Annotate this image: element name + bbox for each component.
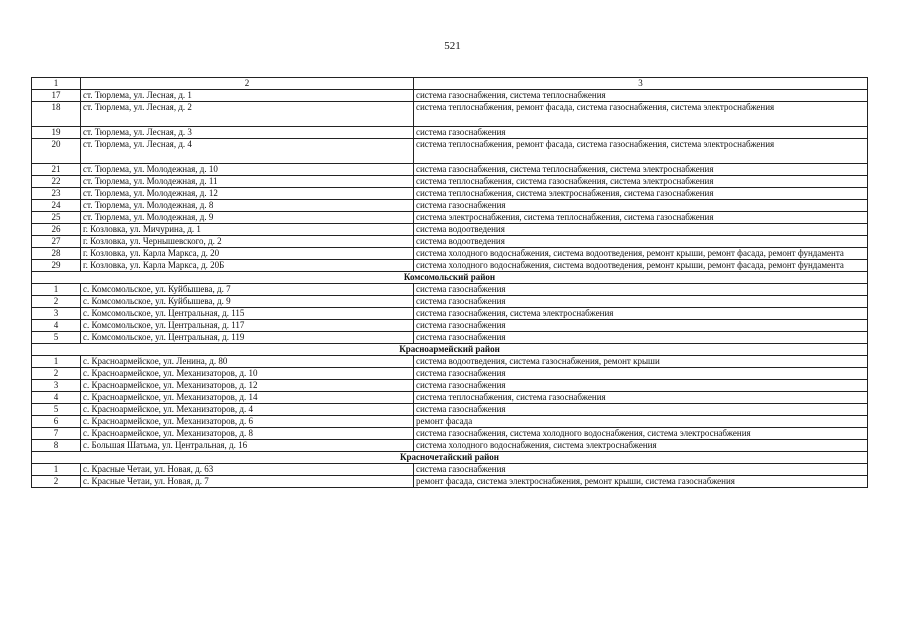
row-address: ст. Тюрлема, ул. Лесная, д. 4 — [81, 139, 414, 164]
row-number: 25 — [32, 212, 81, 224]
row-number: 6 — [32, 416, 81, 428]
row-address: ст. Тюрлема, ул. Лесная, д. 2 — [81, 102, 414, 127]
row-works: система теплоснабжения, система газоснабжения, система электроснабжения — [414, 176, 868, 188]
table-row — [32, 392, 868, 404]
row-number: 1 — [32, 356, 81, 368]
table-row — [32, 320, 868, 332]
row-number: 28 — [32, 248, 81, 260]
row-number: 24 — [32, 200, 81, 212]
row-number: 19 — [32, 127, 81, 139]
row-number: 2 — [32, 296, 81, 308]
row-works: система газоснабжения, система холодного водоснабжения, система электроснабжения — [414, 428, 868, 440]
row-works: ремонт фасада — [414, 416, 868, 428]
row-works: система газоснабжения — [414, 404, 868, 416]
row-number: 2 — [32, 368, 81, 380]
section-title: Красночетайский район — [32, 452, 868, 464]
row-number: 3 — [32, 308, 81, 320]
works-table — [31, 77, 868, 488]
table-row — [32, 260, 868, 272]
row-works: система газоснабжения, система теплоснабжения — [414, 90, 868, 102]
section-row — [32, 344, 868, 356]
row-address: с. Комсомольское, ул. Центральная, д. 119 — [81, 332, 414, 344]
header-col-works: 3 — [414, 78, 868, 90]
row-address: с. Комсомольское, ул. Центральная, д. 117 — [81, 320, 414, 332]
header-col-address: 2 — [81, 78, 414, 90]
table-row — [32, 284, 868, 296]
row-works: система газоснабжения — [414, 332, 868, 344]
row-address: г. Козловка, ул. Карла Маркса, д. 20 — [81, 248, 414, 260]
table-row — [32, 428, 868, 440]
row-number: 5 — [32, 332, 81, 344]
table-row — [32, 200, 868, 212]
row-address: ст. Тюрлема, ул. Лесная, д. 3 — [81, 127, 414, 139]
header-row — [32, 78, 868, 90]
row-works: система газоснабжения — [414, 464, 868, 476]
row-works: система газоснабжения — [414, 320, 868, 332]
row-works: система газоснабжения, система теплоснабжения, система электроснабжения — [414, 164, 868, 176]
row-works: система газоснабжения — [414, 284, 868, 296]
row-address: с. Красноармейское, ул. Механизаторов, д. 6 — [81, 416, 414, 428]
row-works: система газоснабжения — [414, 200, 868, 212]
row-number: 29 — [32, 260, 81, 272]
table-row — [32, 127, 868, 139]
section-row — [32, 452, 868, 464]
row-number: 22 — [32, 176, 81, 188]
row-address: г. Козловка, ул. Мичурина, д. 1 — [81, 224, 414, 236]
row-number: 3 — [32, 380, 81, 392]
row-address: ст. Тюрлема, ул. Молодежная, д. 8 — [81, 200, 414, 212]
table-row — [32, 248, 868, 260]
row-address: г. Козловка, ул. Чернышевского, д. 2 — [81, 236, 414, 248]
table-row — [32, 164, 868, 176]
row-works: система теплоснабжения, ремонт фасада, система газоснабжения, система электроснабжения — [414, 139, 868, 164]
row-address: ст. Тюрлема, ул. Молодежная, д. 10 — [81, 164, 414, 176]
row-address: с. Красноармейское, ул. Механизаторов, д. 4 — [81, 404, 414, 416]
row-address: г. Козловка, ул. Карла Маркса, д. 20Б — [81, 260, 414, 272]
table-row — [32, 308, 868, 320]
row-works: система холодного водоснабжения, система электроснабжения — [414, 440, 868, 452]
row-address: с. Комсомольское, ул. Центральная, д. 115 — [81, 308, 414, 320]
row-address: ст. Тюрлема, ул. Молодежная, д. 12 — [81, 188, 414, 200]
row-address: с. Комсомольское, ул. Куйбышева, д. 7 — [81, 284, 414, 296]
row-number: 1 — [32, 464, 81, 476]
row-address: с. Комсомольское, ул. Куйбышева, д. 9 — [81, 296, 414, 308]
row-works: система газоснабжения — [414, 127, 868, 139]
row-works: система водоотведения — [414, 224, 868, 236]
section-title: Красноармейский район — [32, 344, 868, 356]
row-address: с. Красноармейское, ул. Ленина, д. 80 — [81, 356, 414, 368]
row-number: 17 — [32, 90, 81, 102]
row-number: 2 — [32, 476, 81, 488]
row-number: 7 — [32, 428, 81, 440]
table-row — [32, 224, 868, 236]
table-row — [32, 139, 868, 164]
row-works: система холодного водоснабжения, система водоотведения, ремонт крыши, ремонт фасада, ремонт фундамента — [414, 260, 868, 272]
row-works: система теплоснабжения, ремонт фасада, система газоснабжения, система электроснабжения — [414, 102, 868, 127]
table-row — [32, 476, 868, 488]
row-address: с. Красные Четаи, ул. Новая, д. 7 — [81, 476, 414, 488]
row-number: 20 — [32, 139, 81, 164]
table-row — [32, 368, 868, 380]
row-works: система водоотведения, система газоснабжения, ремонт крыши — [414, 356, 868, 368]
section-title: Комсомольский район — [32, 272, 868, 284]
row-number: 26 — [32, 224, 81, 236]
row-works: ремонт фасада, система электроснабжения, ремонт крыши, система газоснабжения — [414, 476, 868, 488]
row-number: 1 — [32, 284, 81, 296]
row-number: 23 — [32, 188, 81, 200]
row-address: с. Красноармейское, ул. Механизаторов, д. 10 — [81, 368, 414, 380]
row-works: система электроснабжения, система теплоснабжения, система газоснабжения — [414, 212, 868, 224]
table-row — [32, 176, 868, 188]
table-row — [32, 404, 868, 416]
page-number: 521 — [444, 40, 461, 52]
table-row — [32, 236, 868, 248]
section-row — [32, 272, 868, 284]
row-number: 4 — [32, 392, 81, 404]
row-works: система газоснабжения, система электроснабжения — [414, 308, 868, 320]
table-row — [32, 440, 868, 452]
row-number: 21 — [32, 164, 81, 176]
table-row — [32, 212, 868, 224]
table-row — [32, 296, 868, 308]
table-row — [32, 102, 868, 127]
table-row — [32, 332, 868, 344]
table-row — [32, 188, 868, 200]
row-number: 18 — [32, 102, 81, 127]
row-number: 8 — [32, 440, 81, 452]
header-col-number: 1 — [32, 78, 81, 90]
row-number: 27 — [32, 236, 81, 248]
row-number: 5 — [32, 404, 81, 416]
table-row — [32, 464, 868, 476]
row-address: с. Большая Шатьма, ул. Центральная, д. 16 — [81, 440, 414, 452]
row-works: система водоотведения — [414, 236, 868, 248]
row-address: ст. Тюрлема, ул. Лесная, д. 1 — [81, 90, 414, 102]
row-works: система газоснабжения — [414, 368, 868, 380]
row-address: с. Красноармейское, ул. Механизаторов, д. 8 — [81, 428, 414, 440]
row-works: система холодного водоснабжения, система водоотведения, ремонт крыши, ремонт фасада, ремонт фундамента — [414, 248, 868, 260]
row-address: ст. Тюрлема, ул. Молодежная, д. 11 — [81, 176, 414, 188]
row-number: 4 — [32, 320, 81, 332]
row-address: ст. Тюрлема, ул. Молодежная, д. 9 — [81, 212, 414, 224]
row-works: система газоснабжения — [414, 296, 868, 308]
row-address: с. Красные Четаи, ул. Новая, д. 63 — [81, 464, 414, 476]
row-works: система теплоснабжения, система газоснабжения — [414, 392, 868, 404]
table-row — [32, 90, 868, 102]
table-row — [32, 380, 868, 392]
table-row — [32, 416, 868, 428]
table-row — [32, 356, 868, 368]
row-works: система теплоснабжения, система электроснабжения, система газоснабжения — [414, 188, 868, 200]
row-address: с. Красноармейское, ул. Механизаторов, д. 12 — [81, 380, 414, 392]
row-works: система газоснабжения — [414, 380, 868, 392]
row-address: с. Красноармейское, ул. Механизаторов, д. 14 — [81, 392, 414, 404]
